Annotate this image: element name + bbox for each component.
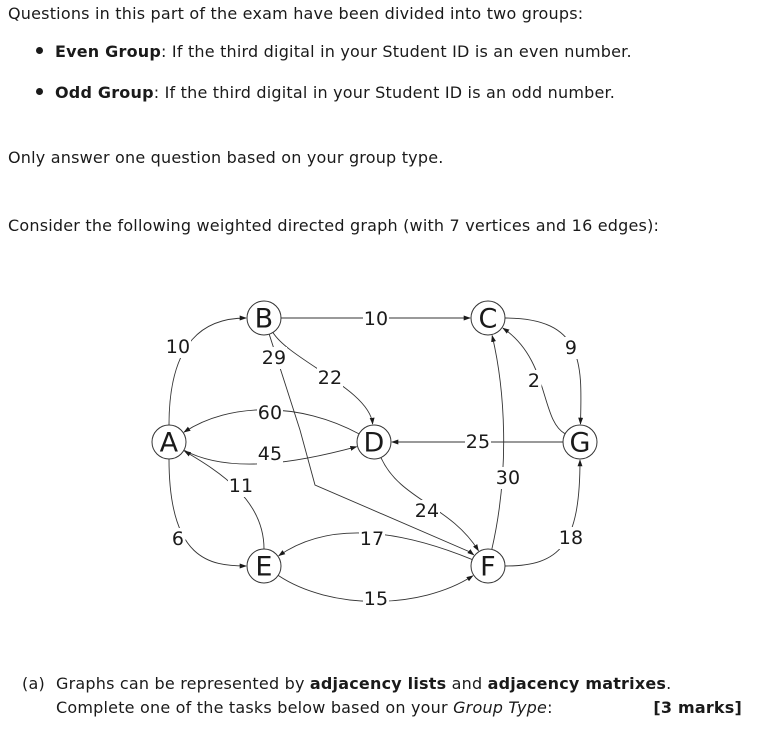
edge-weight-label: 9 <box>564 337 578 359</box>
question-text-part: Graphs can be represented by <box>56 674 310 693</box>
question-text-part: and <box>446 674 488 693</box>
question-number: (a) <box>22 674 45 693</box>
edge-c-g <box>505 318 581 424</box>
edge-weight-label: 6 <box>171 528 185 550</box>
edge-weight-label: 11 <box>228 475 254 497</box>
edge-weight-label: 45 <box>257 443 283 465</box>
vertex-label: C <box>478 303 498 335</box>
term-group-type: Group Type <box>453 698 548 717</box>
vertex-b <box>247 301 281 335</box>
edge-weight-label: 17 <box>359 528 385 550</box>
question-text <box>56 672 744 720</box>
vertex-d <box>357 425 391 459</box>
edge-weight-label: 2 <box>527 370 541 392</box>
question-a <box>22 672 744 720</box>
vertex-a <box>152 425 186 459</box>
instruction-text: Only answer one question based on your group type. <box>8 148 444 167</box>
edge-weight-label: 15 <box>363 588 389 610</box>
edge-e-a <box>185 451 264 549</box>
vertex-c <box>471 301 505 335</box>
group-name: Odd Group <box>55 83 154 102</box>
edge-weight-label: 10 <box>165 336 191 358</box>
vertex-label: A <box>159 427 179 459</box>
edge-weight-label: 29 <box>261 347 287 369</box>
vertex-g <box>563 425 597 459</box>
edge-weight-label: 60 <box>257 402 283 424</box>
vertex-f <box>471 549 505 583</box>
vertex-label: G <box>569 427 591 459</box>
vertex-label: F <box>480 551 496 583</box>
vertex-e <box>247 549 281 583</box>
vertex-label: B <box>254 303 274 335</box>
edge-f-c <box>492 336 504 550</box>
term-adjacency-lists: adjacency lists <box>309 674 447 693</box>
question-text-part: . Complete one of the tasks below based on your <box>56 674 672 717</box>
edge-a-b <box>169 318 246 425</box>
edges <box>169 318 581 601</box>
term-adjacency-matrixes: adjacency matrixes <box>487 674 667 693</box>
graph-intro-text: Consider the following weighted directed graph (with 7 vertices and 16 edges): <box>8 216 660 235</box>
group-description: : If the third digital in your Student ID is an odd number. <box>153 83 616 102</box>
edge-weight-label: 22 <box>317 367 343 389</box>
edge-weight-label: 10 <box>363 308 389 330</box>
group-name: Even Group <box>55 42 162 61</box>
group-description: : If the third digital in your Student ID is an even number. <box>161 42 632 61</box>
edge-weight-label: 18 <box>558 527 584 549</box>
edge-weight-label: 25 <box>465 431 491 453</box>
marks-label: [3 marks] <box>653 698 742 717</box>
edge-weight-label: 24 <box>414 500 440 522</box>
intro-text: Questions in this part of the exam have been divided into two groups: <box>8 4 584 23</box>
edge-weight-label: 30 <box>495 467 521 489</box>
vertex-label: E <box>255 551 273 583</box>
question-text-part: : <box>547 698 553 717</box>
vertex-label: D <box>363 427 385 459</box>
